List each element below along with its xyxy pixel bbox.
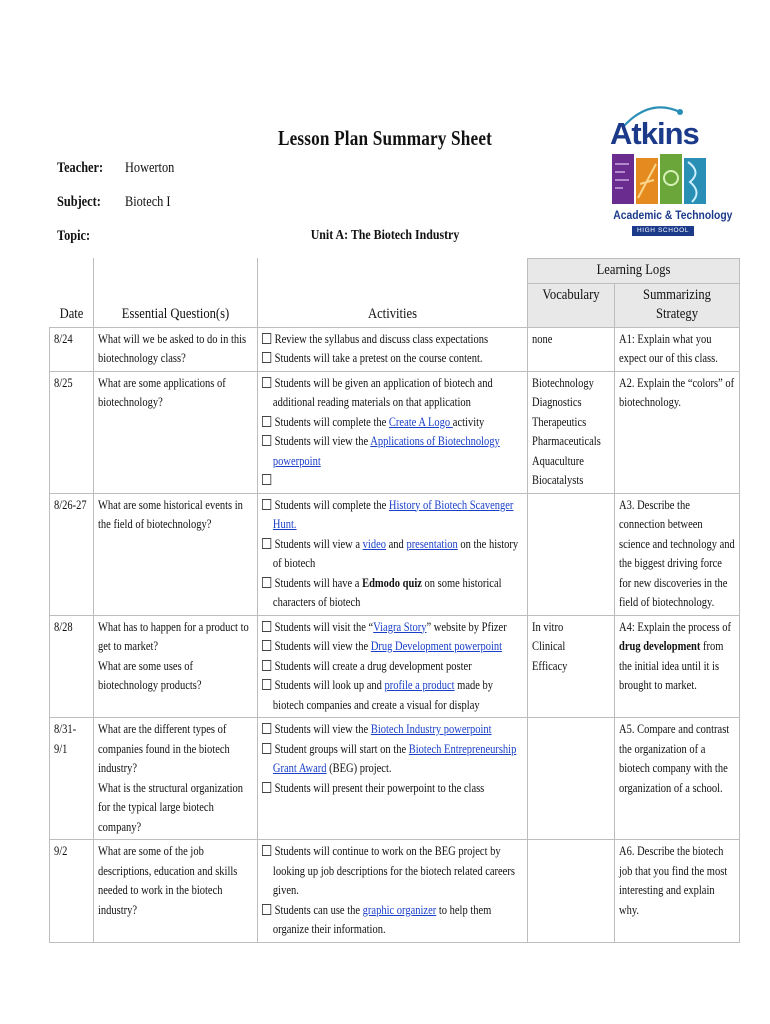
date-cell	[50, 718, 94, 840]
activity-item	[262, 535, 523, 574]
activity-item	[262, 432, 523, 471]
vocabulary-text: In vitro Clinical Efficacy	[532, 619, 568, 673]
checkbox-icon	[262, 538, 271, 549]
text-run: Student groups will start on the	[274, 741, 409, 756]
logo-wordmark: Atkins	[610, 116, 699, 151]
table-row	[50, 718, 740, 840]
strategy-cell	[615, 718, 740, 840]
strategy-cell	[615, 840, 740, 943]
checkbox-icon	[262, 577, 271, 588]
school-logo	[606, 102, 733, 240]
table-row	[50, 493, 740, 615]
topic-label: Topic:	[57, 228, 91, 244]
text-run: Students will view the	[274, 639, 371, 653]
activities-cell	[258, 718, 528, 840]
logo-tiles-icon	[612, 154, 708, 206]
vocabulary-cell	[528, 718, 615, 840]
checkbox-icon	[262, 499, 271, 510]
date-cell	[50, 840, 94, 943]
question-cell	[94, 493, 258, 615]
text-run: Students will present their powerpoint to the class	[274, 780, 485, 795]
checkbox-icon	[262, 743, 271, 754]
date-cell	[50, 493, 94, 615]
vocabulary-cell	[528, 371, 615, 493]
date-text: 8/28	[54, 619, 73, 634]
resource-link[interactable]: presentation	[406, 536, 458, 551]
resource-link[interactable]: History of Biotech Scavenger Hunt.	[272, 497, 514, 531]
resource-link[interactable]: Drug Development powerpoint	[370, 639, 503, 653]
text-run: activity	[452, 414, 485, 429]
text-run: and	[386, 536, 407, 551]
question-text: What are some of the job descriptions, education and skills needed to work in the biotech industry?	[98, 844, 238, 917]
text-run: Students will be given an application of biotech and additional reading materials on that application	[272, 375, 493, 409]
strategy-text	[619, 496, 735, 613]
activity-item	[262, 676, 523, 715]
text-run: Review the syllabus and discuss class expectations	[274, 331, 489, 346]
checkbox-icon	[262, 660, 271, 671]
activity-item	[262, 740, 523, 779]
activity-item	[262, 637, 523, 657]
checkbox-icon	[262, 782, 271, 793]
teacher-value: Howerton	[125, 160, 175, 176]
header-learning-logs: Learning Logs	[528, 259, 740, 284]
table-row	[50, 615, 740, 718]
strategy-text	[619, 842, 735, 920]
checkbox-icon	[262, 845, 271, 856]
vocabulary-cell	[528, 840, 615, 943]
question-text: What will we be asked to do in this biotechnology class?	[98, 331, 247, 365]
resource-link[interactable]: Biotech Entrepreneurship Grant Award	[272, 741, 517, 775]
resource-link[interactable]: Applications of Biotechnology powerpoint	[272, 434, 500, 468]
text-run: ” website by Pfizer	[426, 619, 507, 634]
text-run: A1: Explain what you expect our of this class.	[619, 331, 718, 365]
date-text: 9/2	[54, 844, 68, 858]
text-run: A5. Compare and contrast the organization of a biotech company with the organization of a school.	[619, 722, 730, 795]
text-run: Students will complete the	[274, 497, 389, 512]
activities-cell	[258, 371, 528, 493]
question-cell	[94, 615, 258, 718]
text-run: Students will view the	[274, 722, 371, 736]
checkbox-icon	[262, 416, 271, 427]
date-cell	[50, 327, 94, 371]
date-cell	[50, 615, 94, 718]
question-cell	[94, 327, 258, 371]
lesson-plan-table	[49, 258, 740, 943]
resource-link[interactable]: Viagra Story	[373, 619, 427, 634]
date-text: 8/25	[54, 375, 73, 390]
activities-cell	[258, 615, 528, 718]
checkbox-icon	[262, 723, 271, 734]
activity-item	[262, 901, 523, 940]
question-text: What are some applications of biotechnology?	[98, 375, 226, 409]
resource-link[interactable]: graphic organizer	[362, 902, 437, 917]
header-question: Essential Question(s)	[94, 259, 258, 328]
question-text: What are the different types of companies found in the biotech industry? What is the structural organization for the typical large biotech company?	[98, 722, 244, 834]
question-text: What are some historical events in the field of biotechnology?	[98, 497, 243, 531]
activities-cell	[258, 493, 528, 615]
date-cell	[50, 371, 94, 493]
question-text: What has to happen for a product to get to market? What are some uses of biotechnology products?	[98, 619, 249, 692]
checkbox-icon	[262, 333, 271, 344]
activity-item	[262, 779, 523, 799]
subject-value: Biotech I	[125, 194, 171, 210]
strategy-cell	[615, 615, 740, 718]
page-title: Lesson Plan Summary Sheet	[277, 126, 493, 150]
activity-item	[262, 657, 523, 677]
question-cell	[94, 718, 258, 840]
checkbox-icon	[262, 640, 271, 651]
activity-item	[262, 618, 523, 638]
activities-cell	[258, 840, 528, 943]
text-run: A6. Describe the biotech job that you find the most interesting and explain why.	[619, 844, 728, 917]
activity-item	[262, 374, 523, 413]
vocabulary-text: none	[532, 331, 553, 346]
text-run: made by biotech companies and create a visual for display	[272, 678, 494, 712]
question-cell	[94, 840, 258, 943]
header-date: Date	[50, 259, 94, 328]
checkbox-icon	[262, 435, 271, 446]
checkbox-icon	[262, 474, 271, 485]
text-run: from the initial idea until it is brought to market.	[619, 639, 724, 692]
date-text: 8/26-27	[54, 497, 87, 512]
checkbox-icon	[262, 621, 271, 632]
activity-item	[262, 720, 523, 740]
strategy-text	[619, 330, 735, 369]
text-run: Students will take a pretest on the course content.	[274, 351, 483, 365]
checkbox-icon	[262, 352, 271, 363]
strategy-cell	[615, 327, 740, 371]
strategy-text	[619, 720, 735, 798]
text-run: to help them organize their information.	[272, 902, 492, 936]
subject-label: Subject:	[57, 194, 101, 210]
activity-item	[262, 496, 523, 535]
header-strategy: Summarizing Strategy	[615, 283, 740, 327]
table-row	[50, 840, 740, 943]
activity-item	[262, 330, 523, 350]
activity-item	[262, 471, 523, 491]
activity-item	[262, 413, 523, 433]
strategy-cell	[615, 493, 740, 615]
vocabulary-text: Biotechnology Diagnostics Therapeutics Pharmaceuticals Aquaculture Biocatalysts	[532, 375, 601, 487]
vocabulary-cell	[528, 493, 615, 615]
checkbox-icon	[262, 377, 271, 388]
date-text: 8/31-9/1	[54, 722, 77, 756]
text-run: A3. Describe the connection between science and technology and the biggest driving force for new discoveries in the field of biotechnology.	[619, 497, 735, 609]
strategy-cell	[615, 371, 740, 493]
text-run: Students will create a drug development poster	[274, 658, 472, 673]
text-run: Students will look up and	[274, 678, 385, 692]
text-run: Students will visit the “	[274, 619, 374, 634]
text-run: Students will complete the	[274, 414, 389, 429]
resource-link[interactable]: video	[362, 536, 387, 551]
text-run: on some historical characters of biotech	[272, 575, 502, 609]
text-run: on the history of biotech	[272, 536, 519, 570]
text-run: Students will have a	[274, 575, 363, 590]
text-run: Students will view the	[274, 434, 371, 448]
activities-cell	[258, 327, 528, 371]
unit-title: Unit A: The Biotech Industry	[310, 228, 460, 243]
question-cell	[94, 371, 258, 493]
header-vocabulary: Vocabulary	[528, 283, 615, 327]
text-run: (BEG) project.	[326, 761, 392, 775]
text-run: Students will view a	[274, 536, 363, 551]
resource-link[interactable]: profile a product	[384, 678, 455, 692]
activity-item	[262, 842, 523, 901]
text-run: A4: Explain the process of	[619, 619, 731, 634]
resource-link[interactable]: Create A Logo	[388, 414, 453, 429]
vocabulary-cell	[528, 327, 615, 371]
activity-item	[262, 574, 523, 613]
logo-bar: HIGH SCHOOL	[632, 226, 694, 236]
text-run: Students can use the	[274, 902, 363, 917]
vocabulary-cell	[528, 615, 615, 718]
table-body	[50, 327, 740, 942]
activity-item	[262, 349, 523, 369]
text-run: A2. Explain the “colors” of biotechnology.	[619, 375, 735, 409]
checkbox-icon	[262, 904, 271, 915]
strategy-text	[619, 618, 735, 696]
bold-text: drug development	[619, 639, 701, 653]
strategy-text	[619, 374, 735, 413]
date-text: 8/24	[54, 331, 73, 346]
table-row	[50, 371, 740, 493]
table-row	[50, 327, 740, 371]
checkbox-icon	[262, 679, 271, 690]
resource-link[interactable]: Biotech Industry powerpoint	[370, 722, 492, 736]
bold-text: Edmodo quiz	[362, 575, 422, 590]
teacher-label: Teacher:	[57, 160, 104, 176]
logo-subtitle: Academic & Technology	[613, 208, 733, 222]
header-activities: Activities	[258, 259, 528, 328]
text-run: Students will continue to work on the BEG project by looking up job descriptions for the biotech related careers given.	[272, 844, 515, 897]
